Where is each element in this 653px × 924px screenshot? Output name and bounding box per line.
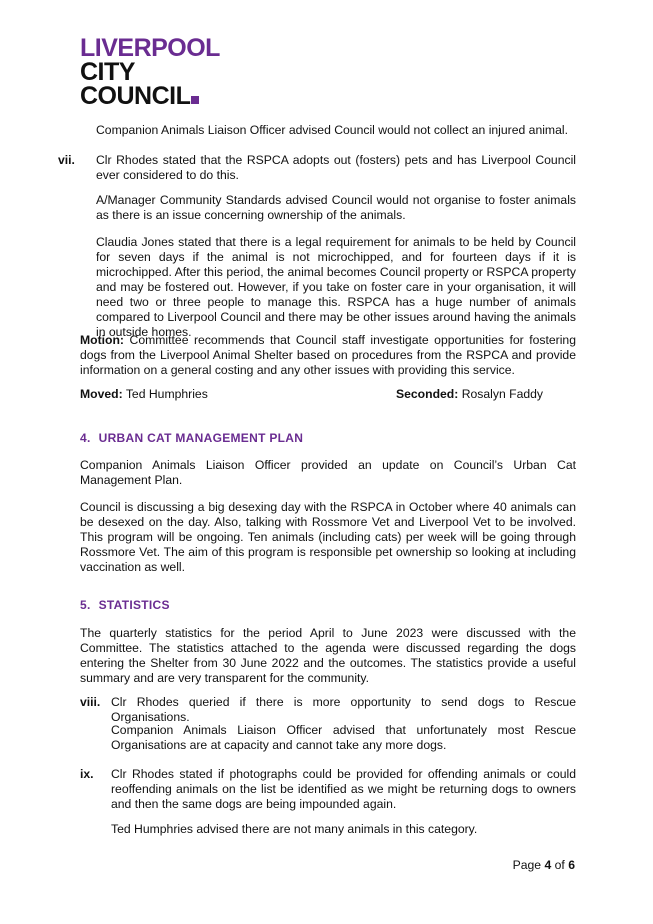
council-logo xyxy=(80,36,220,108)
section-4-number: 4. xyxy=(80,431,91,445)
page-label: Page xyxy=(512,858,542,872)
seconded-name: Rosalyn Faddy xyxy=(461,387,543,401)
section-5-title: STATISTICS xyxy=(98,598,170,612)
item-ix-question: Clr Rhodes stated if photographs could be provided for offending animals or could reoffending animals on the list be identified as we might be returning dogs to owners and then the same dogs are being impounded again. xyxy=(111,767,576,811)
motion-label: Motion: xyxy=(80,333,124,347)
motion-text: Committee recommends that Council staff investigate opportunities for fostering dogs from the Liverpool Animal Shelter based on procedures from the RSPCA and provide information on a general costing and any other issues with providing this service. xyxy=(80,333,576,377)
logo-line-1: LIVERPOOL xyxy=(80,34,220,62)
logo-dot-icon xyxy=(191,96,199,104)
item-viii-question: Clr Rhodes queried if there is more opportunity to send dogs to Rescue Organisations. xyxy=(111,695,576,724)
injured-animal-paragraph: Companion Animals Liaison Officer advised Council would not collect an injured animal. xyxy=(96,123,568,137)
section-4-title: URBAN CAT MANAGEMENT PLAN xyxy=(98,431,304,445)
section-5-heading xyxy=(80,598,170,612)
logo-line-2: CITY xyxy=(80,58,135,86)
seconded-line xyxy=(396,387,543,402)
item-vii-reply-2: Claudia Jones stated that there is a legal requirement for animals to be held by Council for seven days if the animal is not microchipped, and for fourteen days if it is microchipped. After this period, the animal becomes Council property or RSPCA property and may be fostered out. However, if you take on foster care in your organisation, it will need two or three people to manage this. RSPCA has a huge number of animals compared to Liverpool Council and there may be other issues around having the animals in outside homes. xyxy=(96,235,576,339)
item-viii-number: viii. xyxy=(80,695,101,709)
item-vii-number: vii. xyxy=(58,153,75,167)
item-ix-number: ix. xyxy=(80,767,94,781)
section-4-paragraph-2: Council is discussing a big desexing day with the RSPCA in October where 40 animals can be desexed on the day. Also, talking with Rossmore Vet and Liverpool Vet to be involved. This program will be ongoing. Ten animals (including cats) per week will be going through Rossmore Vet. The aim of this program is responsible pet ownership so looking at including vaccination as well. xyxy=(80,500,576,574)
section-4-paragraph-1: Companion Animals Liaison Officer provided an update on Council’s Urban Cat Management Plan. xyxy=(80,458,576,487)
item-vii-reply-1: A/Manager Community Standards advised Council would not organise to foster animals as there is an issue concerning ownership of the animals. xyxy=(96,193,576,222)
moved-name: Ted Humphries xyxy=(125,387,208,401)
section-5-number: 5. xyxy=(80,598,91,612)
item-ix-reply: Ted Humphries advised there are not many animals in this category. xyxy=(111,822,478,836)
page-total: 6 xyxy=(568,858,575,872)
moved-line xyxy=(80,387,208,402)
motion-paragraph xyxy=(80,333,576,378)
item-viii-reply: Companion Animals Liaison Officer advised that unfortunately most Rescue Organisations are at capacity and cannot take any more dogs. xyxy=(111,723,576,752)
page-of-label: of xyxy=(554,858,565,872)
page-current: 4 xyxy=(544,858,552,872)
item-vii-question: Clr Rhodes stated that the RSPCA adopts out (fosters) pets and has Liverpool Council ever considered to do this. xyxy=(96,153,576,182)
page-number xyxy=(513,858,575,872)
seconded-label: Seconded: xyxy=(396,387,459,401)
section-5-paragraph-1: The quarterly statistics for the period April to June 2023 were discussed with the Committee. The statistics attached to the agenda were discussed regarding the dogs entering the Shelter from 30 June 2022 and the outcomes. The statistics provide a useful summary and are very transparent for the community. xyxy=(80,626,576,685)
section-4-heading xyxy=(80,431,303,445)
moved-label: Moved: xyxy=(80,387,123,401)
logo-line-3-text: COUNCIL xyxy=(80,82,191,110)
logo-line-3 xyxy=(80,84,220,108)
